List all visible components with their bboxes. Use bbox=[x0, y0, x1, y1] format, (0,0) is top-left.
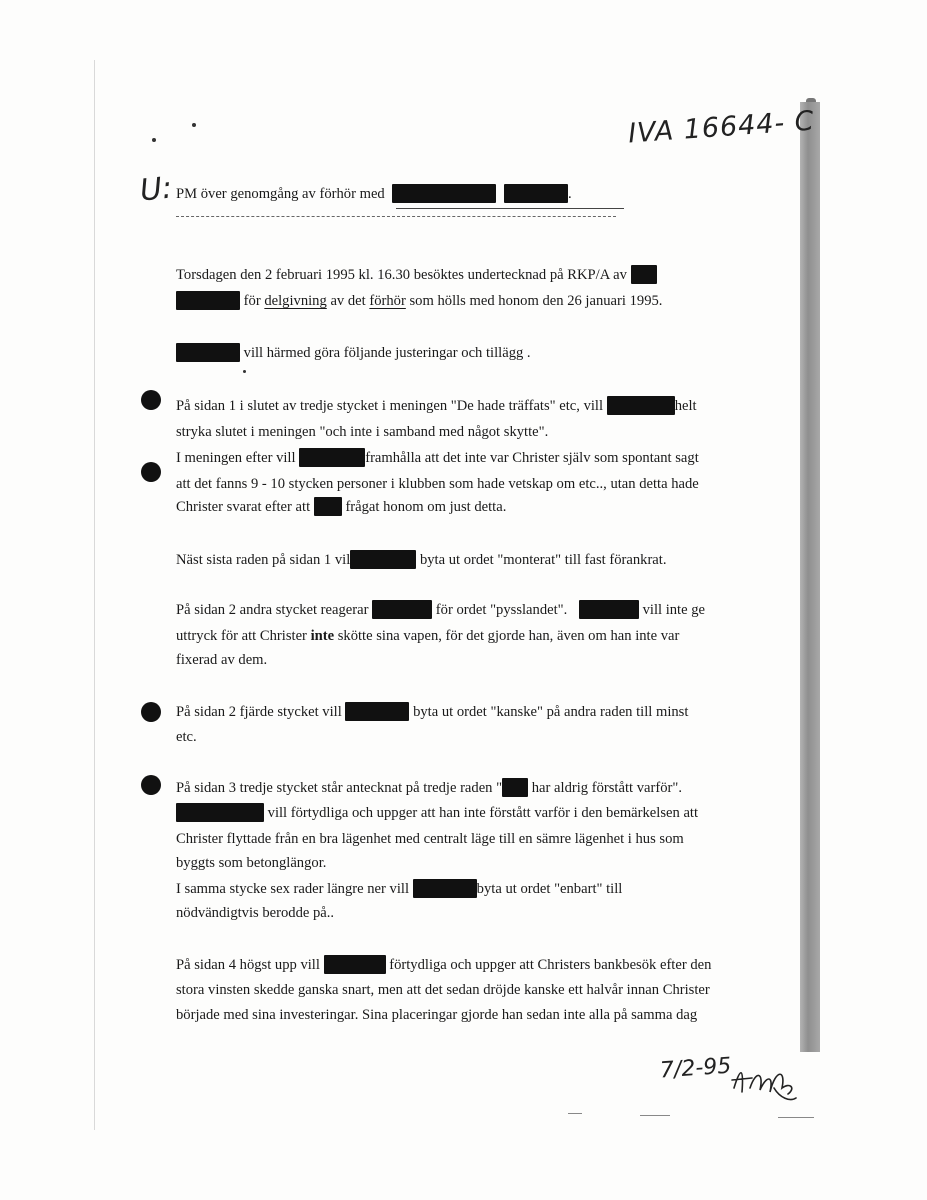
redaction bbox=[504, 184, 568, 203]
redaction bbox=[502, 778, 528, 797]
handwritten-date: 7/2-95 bbox=[659, 1053, 733, 1084]
paragraph-line: I samma stycke sex rader längre ner vill byta ut ordet "enbart" till bbox=[176, 881, 623, 897]
paragraph-line: vill förtydliga och uppger att han inte förstått varför i den bemärkelsen att bbox=[176, 803, 698, 823]
redaction bbox=[350, 550, 416, 569]
bullet-dot bbox=[141, 390, 161, 410]
intro-wish-line: vill härmed göra följande justeringar och tillägg . bbox=[176, 343, 531, 363]
redaction bbox=[176, 803, 264, 822]
paragraph-line: I meningen efter vill framhålla att det inte var Christer själv som spontant sagt bbox=[176, 450, 699, 466]
paragraph-line: Christer flyttade från en bra lägenhet med centralt läge till en sämre lägenhet i hus som bbox=[176, 831, 684, 847]
margin-mark: U: bbox=[138, 170, 174, 209]
redaction bbox=[176, 291, 240, 310]
footer-mark bbox=[640, 1115, 670, 1116]
speck bbox=[243, 370, 246, 373]
paragraph-line: Näst sista raden på sidan 1 vil byta ut ordet "monterat" till fast förankrat. bbox=[176, 552, 667, 568]
paragraph-line: På sidan 2 andra stycket reagerar för ordet "pysslandet". vill inte ge bbox=[176, 602, 706, 618]
document-title: PM över genomgång av förhör med . bbox=[176, 186, 572, 202]
paragraph-line: stryka slutet i meningen "och inte i samband med något skytte". bbox=[176, 424, 549, 440]
redaction bbox=[579, 600, 639, 619]
dashed-rule bbox=[176, 216, 616, 217]
bullet-dot bbox=[141, 462, 161, 482]
signature bbox=[730, 1058, 800, 1106]
redaction bbox=[392, 184, 496, 203]
paragraph-line: Christer svarat efter att frågat honom om just detta. bbox=[176, 499, 507, 515]
speck bbox=[192, 123, 196, 127]
bullet-dot bbox=[141, 702, 161, 722]
paragraph-line: att det fanns 9 - 10 stycken personer i klubben som hade vetskap om etc.., utan detta hade bbox=[176, 476, 699, 492]
redaction bbox=[299, 448, 365, 467]
bullet-dot bbox=[141, 775, 161, 795]
redaction bbox=[345, 702, 409, 721]
speck bbox=[152, 138, 156, 142]
paragraph-line: började med sina investeringar. Sina placeringar gjorde han sedan inte alla på samma dag bbox=[176, 1007, 698, 1023]
footer-mark bbox=[778, 1117, 814, 1118]
paragraph-line: På sidan 4 högst upp vill förtydliga och uppger att Christers bankbesök efter den bbox=[176, 957, 712, 973]
paragraph-line: På sidan 3 tredje stycket står antecknat på tredje raden " har aldrig förstått varför". bbox=[176, 780, 682, 796]
redaction bbox=[176, 343, 240, 362]
paragraph-line: etc. bbox=[176, 729, 197, 745]
paragraph-line: uttryck för att Christer inte skötte sina vapen, för det gjorde han, även om han inte var bbox=[176, 628, 680, 644]
paragraph-line: På sidan 1 i slutet av tredje stycket i meningen "De hade träffats" etc, vill helt bbox=[176, 398, 697, 414]
title-underline bbox=[396, 208, 624, 209]
intro-line: Torsdagen den 2 februari 1995 kl. 16.30 besöktes undertecknad på RKP/A av bbox=[176, 265, 657, 285]
paragraph-line: nödvändigtvis berodde på.. bbox=[176, 905, 335, 921]
paragraph-line: byggts som betonglängor. bbox=[176, 855, 327, 871]
footer-mark bbox=[568, 1113, 582, 1114]
redaction bbox=[607, 396, 675, 415]
paragraph-line: fixerad av dem. bbox=[176, 652, 268, 668]
redaction bbox=[372, 600, 432, 619]
binding-strip bbox=[800, 102, 820, 1052]
paragraph-line: På sidan 2 fjärde stycket vill byta ut ordet "kanske" på andra raden till minst bbox=[176, 704, 689, 720]
redaction bbox=[314, 497, 342, 516]
redaction bbox=[631, 265, 657, 284]
reference-number: IVA 16644- C bbox=[627, 105, 816, 150]
title-text: PM över genomgång av förhör med bbox=[176, 186, 385, 202]
paragraph-line: stora vinsten skedde ganska snart, men att det sedan dröjde kanske ett halvår innan Christer bbox=[176, 982, 710, 998]
page-edge bbox=[94, 60, 95, 1130]
intro-line: för delgivning av det förhör som hölls med honom den 26 januari 1995. bbox=[176, 291, 662, 311]
redaction bbox=[324, 955, 386, 974]
redaction bbox=[413, 879, 477, 898]
